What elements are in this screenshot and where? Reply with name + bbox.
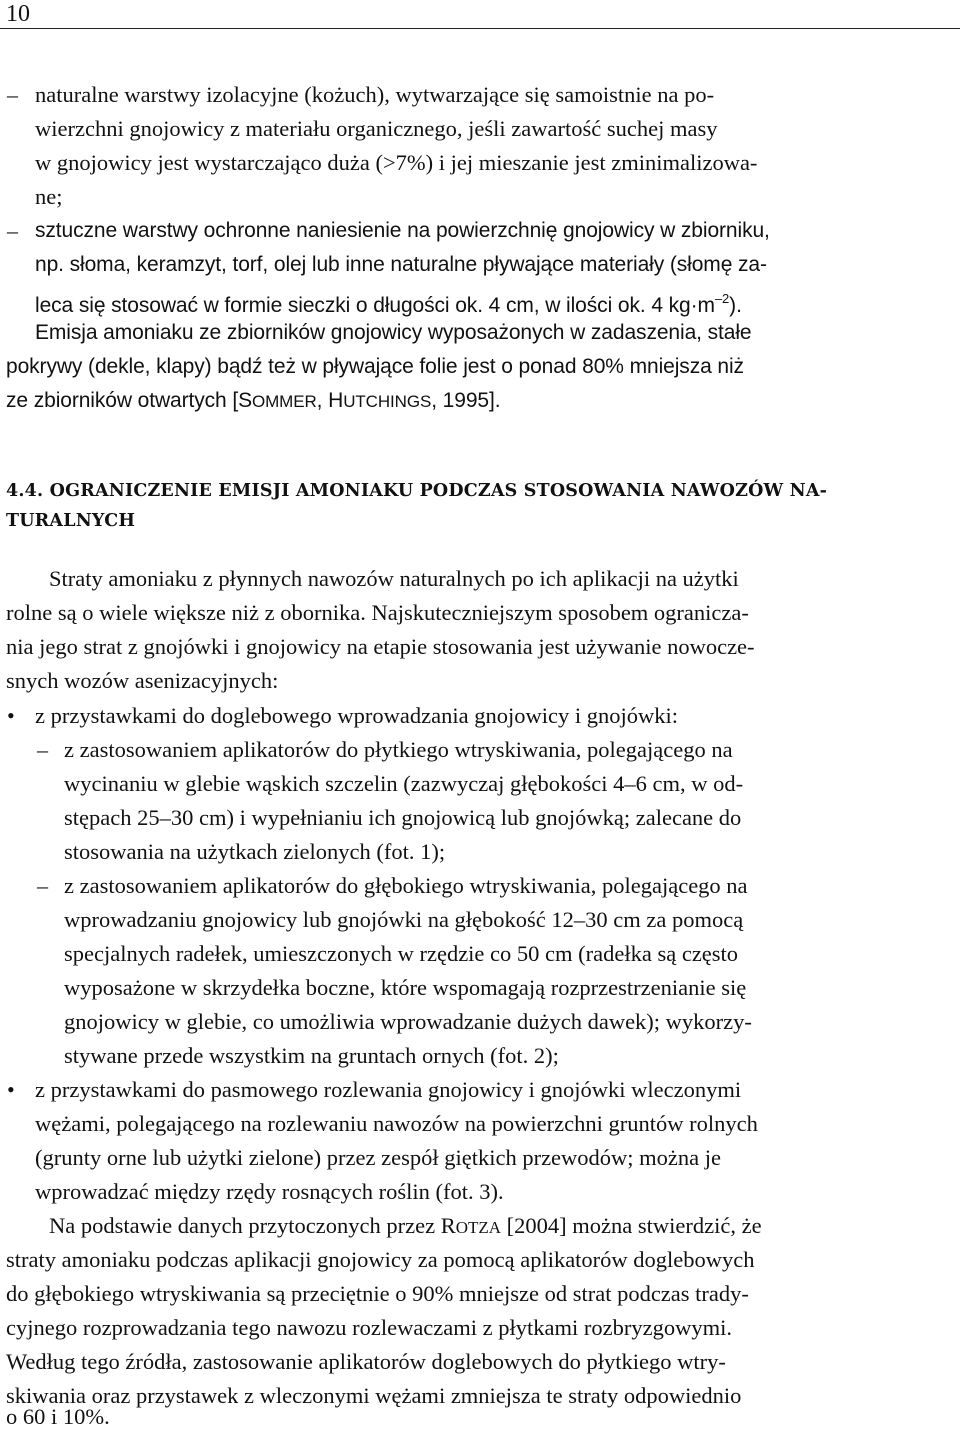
text-line: sztuczne warstwy ochronne naniesienie na powierzchnię gnojowicy w zbiorniku, [35, 219, 770, 242]
text-line [35, 286, 742, 319]
text-line: pokrywy (dekle, klapy) bądź też w pływające folie jest o ponad 80% mniejsza niż [6, 355, 744, 378]
text-line: snych wozów asenizacyjnych: [6, 668, 279, 693]
section-number: 4.4. [6, 481, 44, 501]
dash-marker: – [7, 82, 18, 107]
text-run: ze zbiorników otwartych [S [6, 389, 252, 412]
text-line: wycinaniu w glebie wąskich szczelin (zazwyczaj głębokości 4–6 cm, w od- [64, 771, 744, 796]
text-line: do głębokiego wtryskiwania są przeciętnie o 90% mniejsze od strat podczas trady- [6, 1281, 749, 1306]
text-line: specjalnych radełek, umieszczonych w rzędzie co 50 cm (radełka są często [64, 941, 739, 966]
text-line: naturalne warstwy izolacyjne (kożuch), wytwarzające się samoistnie na po- [35, 82, 715, 107]
text-run: , 1995]. [431, 389, 501, 412]
text-line: wierzchni gnojowicy z materiału organicznego, jeśli zawartość suchej masy [35, 116, 718, 141]
author-smallcaps: OMMER [252, 392, 317, 411]
text-run: ). [729, 294, 742, 317]
bullet-marker: • [7, 703, 15, 728]
text-line [49, 1213, 952, 1241]
dash-marker: – [7, 218, 18, 243]
bullet-marker: • [7, 1077, 15, 1102]
header-rule [0, 28, 960, 29]
text-line: stosowania na użytkach zielonych (fot. 1); [64, 839, 446, 864]
section-heading [6, 478, 827, 504]
text-line: nia jego strat z gnojówki i gnojowicy na etapie stosowania jest używanie nowocze- [6, 634, 755, 659]
text-line: wprowadzaniu gnojowicy lub gnojówki na głębokość 12–30 cm za pomocą [64, 907, 744, 932]
text-line: o 60 i 10%. [6, 1404, 110, 1429]
text-line: stywane przede wszystkim na gruntach ornych (fot. 2); [64, 1043, 559, 1068]
text-line: wężami, polegającego na rozlewaniu nawozów na powierzchni gruntów rolnych [35, 1111, 758, 1136]
text-run: , H [316, 389, 344, 412]
text-line: wyposażone w skrzydełka boczne, które wspomagają rozprzestrzenianie się [64, 975, 747, 1000]
text-line: Emisja amoniaku ze zbiorników gnojowicy wyposażonych w zadaszenia, stałe [35, 321, 752, 344]
text-line: skiwania oraz przystawek z wleczonymi wężami zmniejsza te straty odpowiednio [6, 1383, 742, 1408]
text-line: (grunty orne lub użytki zielone) przez zespół giętkich przewodów; można je [35, 1145, 721, 1170]
text-line: cyjnego rozprowadzania tego nawozu rozlewaczami z płytkami rozbryzgowymi. [6, 1315, 732, 1340]
text-line: wprowadzać między rzędy rosnących roślin (fot. 3). [35, 1179, 504, 1204]
superscript: –2 [714, 291, 730, 306]
text-line: Według tego źródła, zastosowanie aplikatorów doglebowych do płytkiego wtry- [6, 1349, 726, 1374]
author-smallcaps: UTCHINGS [343, 392, 432, 411]
text-line: Straty amoniaku z płynnych nawozów naturalnych po ich aplikacji na użytki [49, 566, 739, 591]
text-line: z zastosowaniem aplikatorów do głębokiego wtryskiwania, polegającego na [64, 873, 748, 898]
text-line: np. słoma, keramzyt, torf, olej lub inne naturalne pływające materiały (słomę za- [35, 253, 767, 276]
text-line: rolne są o wiele większe niż z obornika. Najskuteczniejszym sposobem ogranicza- [6, 600, 749, 625]
text-line: z przystawkami do pasmowego rozlewania gnojowicy i gnojówki wleczonymi [35, 1077, 742, 1102]
text-line: z przystawkami do doglebowego wprowadzania gnojowicy i gnojówki: [35, 703, 678, 728]
text-run: [2004] można stwierdzić, że [501, 1213, 762, 1238]
page-number: 10 [6, 1, 30, 27]
dash-marker: – [37, 873, 48, 898]
text-run: leca się stosować w formie sieczki o długości ok. 4 cm, w ilości ok. 4 kg·m [35, 294, 715, 317]
text-line: w gnojowicy jest wystarczająco duża (>7%) i jej mieszanie jest zminimalizowa- [35, 150, 758, 175]
text-line: z zastosowaniem aplikatorów do płytkiego wtryskiwania, polegającego na [64, 737, 733, 762]
dash-marker: – [37, 737, 48, 762]
text-line: gnojowicy w glebie, co umożliwia wprowadzanie dużych dawek); wykorzy- [64, 1009, 752, 1034]
citation-line [6, 388, 500, 415]
text-line: ne; [35, 184, 63, 209]
text-run: Na podstawie danych przytoczonych przez R [49, 1213, 456, 1238]
text-line: stępach 25–30 cm) i wypełnianiu ich gnojowicą lub gnojówką; zalecane do [64, 805, 742, 830]
author-smallcaps: OTZA [455, 1218, 502, 1237]
text-line: straty amoniaku podczas aplikacji gnojowicy za pomocą aplikatorów doglebowych [6, 1247, 755, 1272]
section-title: OGRANICZENIE EMISJI AMONIAKU PODCZAS STOSOWANIA NAWOZÓW NA- [49, 481, 828, 501]
section-heading-continued: TURALNYCH [6, 511, 136, 531]
